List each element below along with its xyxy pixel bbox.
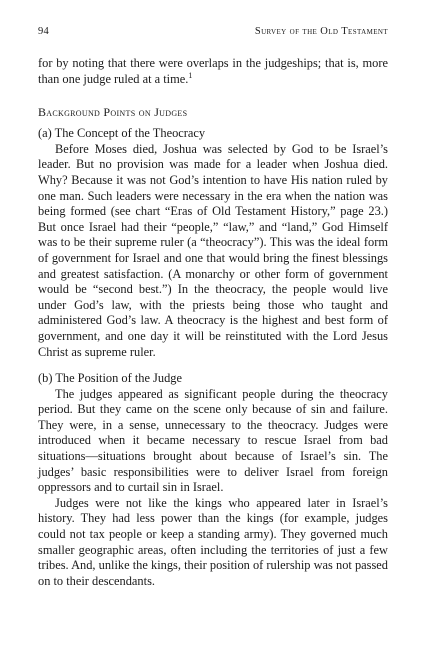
book-page — [38, 26, 388, 589]
subsection-a-heading: (a) The Concept of the Theocracy — [38, 126, 206, 141]
subsection-b-heading: (b) The Position of the Judge — [38, 371, 182, 386]
intro-paragraph — [38, 56, 388, 87]
running-title: Survey of the Old Testament — [254, 26, 388, 37]
page-number: 94 — [38, 26, 49, 37]
section-heading: Background Points on Judges — [38, 105, 188, 120]
theocracy-paragraph: Before Moses died, Joshua was selected by God to be Israel’s leader. But no provision was made for a leader when Joshua died. Why? Because it was not God’s intention to have His nation ruled by one man. Such leaders were necessary in the era when the nation was being formed (see chart “Eras of Old Testament History,” page 23.) But once Israel had their “people,” “law,” and “land,” God Himself was to be their supreme ruler (a “theocracy”). This was the ideal form of government for Israel and one that would bring the finest blessings and greatest satisfaction. (A monarchy or other form of government would be “second best.”) In the theocracy, the people would live under God’s law, with the priests being those who taught and administered God’s law. A theocracy is the highest and best form of government, and one day it will be reinstituted with the Lord Jesus Christ as supreme ruler. — [38, 141, 388, 359]
intro-text: for by noting that there were overlaps in the judgeships; that is, more than one judge ruled at a time. — [38, 56, 388, 86]
judge-paragraph-1: The judges appeared as significant people during the theocracy period. But they came on the scene only because of sin and failure. They were, in a sense, unnecessary to the theocracy. Judges were introduced when it became necessary to rescue Israel from bad situations—situations brought about because of Israel’s sin. The judges’ basic responsibilities were to deliver Israel from foreign oppressors and to curtail sin in Israel. — [38, 386, 388, 495]
judge-paragraph-2: Judges were not like the kings who appeared later in Israel’s history. They had less power than the kings (for example, judges could not tax people or keep a standing army). They governed much smaller geographic areas, often including the territories of just a few tribes. And, unlike the kings, their position of rulership was not passed on to their descendants. — [38, 495, 388, 588]
footnote-marker: 1 — [188, 70, 193, 80]
running-head — [38, 26, 388, 37]
